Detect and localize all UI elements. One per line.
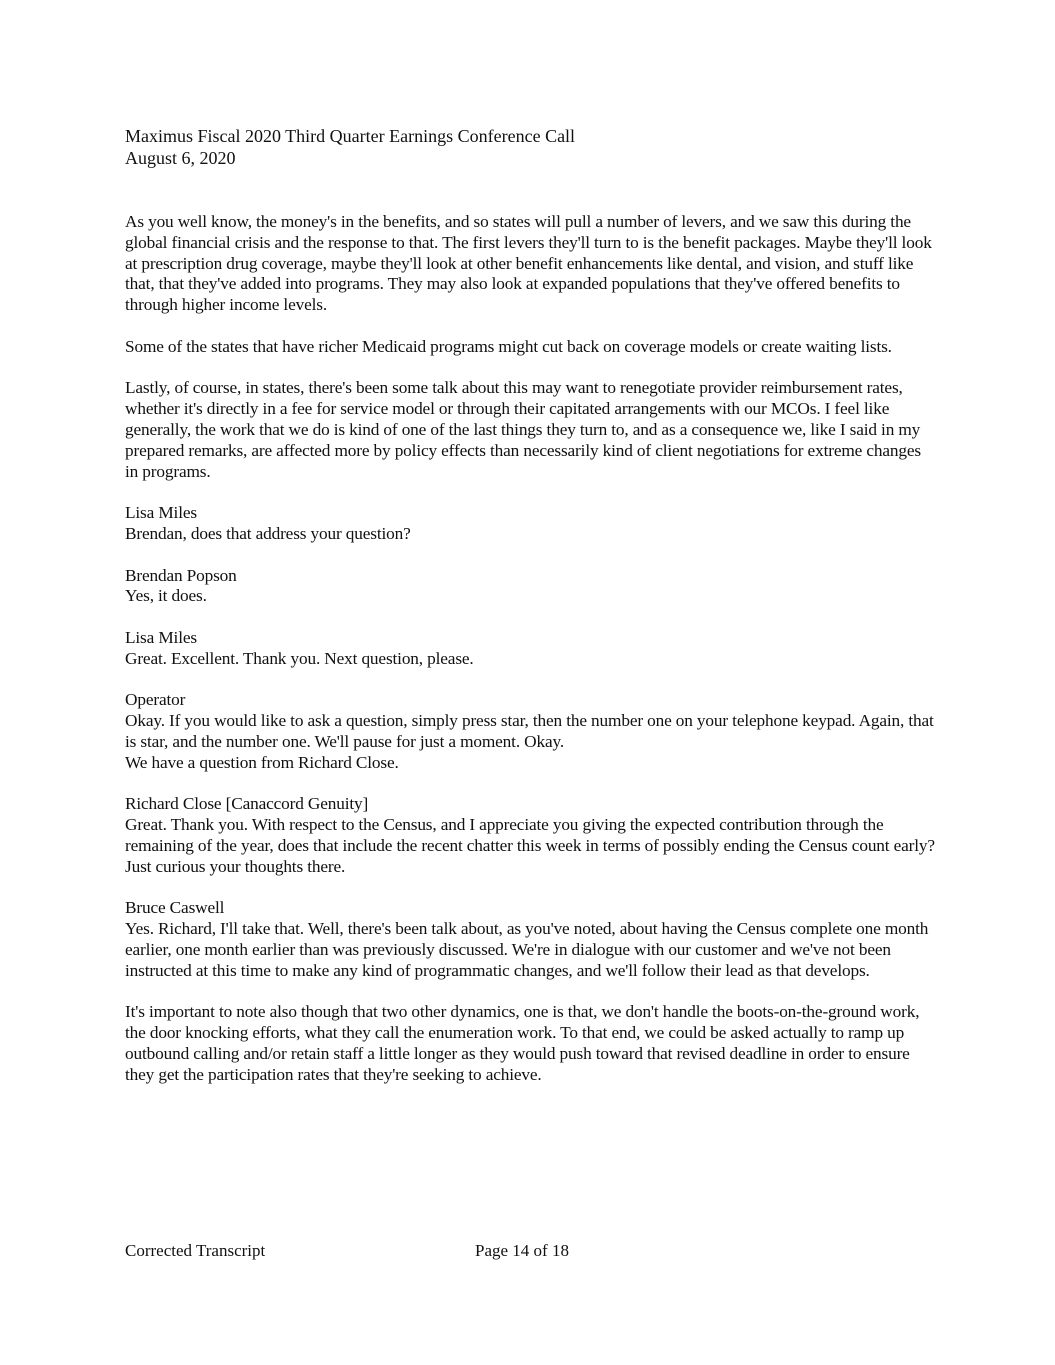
speaker-text: Great. Thank you. With respect to the Census, and I appreciate you giving the expected contribution through the remaining of the year, does that include the recent chatter this week in terms of possibly ending the Census count early? Just curious your thoughts there. bbox=[125, 815, 935, 876]
speaker-block bbox=[125, 898, 935, 981]
page-number: Page 14 of 18 bbox=[475, 1241, 569, 1260]
transcript-body bbox=[125, 212, 935, 1106]
speaker-name: Lisa Miles bbox=[125, 627, 197, 647]
document-title: Maximus Fiscal 2020 Third Quarter Earnings Conference Call bbox=[125, 126, 576, 146]
body-paragraph: It's important to note also though that two other dynamics, one is that, we don't handle the boots-on-the-ground work, the door knocking efforts, what they call the enumeration work. To that end, we could be asked actually to ramp up outbound calling and/or retain staff a little longer as they would push toward that revised deadline in order to ensure they get the participation rates that they're seeking to achieve. bbox=[125, 1002, 920, 1084]
speaker-name: Brendan Popson bbox=[125, 565, 237, 585]
speaker-text: Yes. Richard, I'll take that. Well, there's been talk about, as you've noted, about having the Census complete one month earlier, one month earlier than was previously discussed. We're in dialogue with our customer and we've not been instructed at this time to make any kind of programmatic changes, and we'll follow their lead as that develops. bbox=[125, 919, 929, 980]
speaker-name: Richard Close [Canaccord Genuity] bbox=[125, 794, 369, 814]
footer-label: Corrected Transcript bbox=[125, 1241, 266, 1260]
body-paragraph: Some of the states that have richer Medicaid programs might cut back on coverage models or create waiting lists. bbox=[125, 336, 892, 356]
speaker-block bbox=[125, 794, 935, 877]
speaker-name: Lisa Miles bbox=[125, 503, 197, 523]
speaker-text: Brendan, does that address your question? bbox=[125, 523, 411, 543]
speaker-block bbox=[125, 690, 935, 773]
speaker-text: Great. Excellent. Thank you. Next question, please. bbox=[125, 648, 474, 668]
speaker-block bbox=[125, 566, 935, 608]
speaker-name: Operator bbox=[125, 690, 186, 710]
speaker-text: Yes, it does. bbox=[125, 586, 207, 606]
speaker-text: Okay. If you would like to ask a question, simply press star, then the number one on your telephone keypad. Again, that is star, and the number one. We'll pause for just a moment. Okay. bbox=[125, 711, 934, 751]
speaker-block bbox=[125, 628, 935, 670]
body-paragraph: Lastly, of course, in states, there's been some talk about this may want to renegotiate provider reimbursement rates, whether it's directly in a fee for service model or through their capitated arrangements with our MCOs. I feel like generally, the work that we do is kind of one of the last things they turn to, and as a consequence we, like I said in my prepared remarks, are affected more by policy effects than necessarily kind of client negotiations for extreme changes in programs. bbox=[125, 378, 921, 481]
document-date: August 6, 2020 bbox=[125, 148, 236, 168]
speaker-block bbox=[125, 503, 935, 545]
speaker-name: Bruce Caswell bbox=[125, 898, 225, 918]
document-header bbox=[125, 125, 575, 169]
body-paragraph: As you well know, the money's in the benefits, and so states will pull a number of levers, and we saw this during the global financial crisis and the response to that. The first levers they'll turn to is the benefit packages. Maybe they'll look at prescription drug coverage, maybe they'll look at other benefit enhancements like dental, and vision, and stuff like that, that they've added into programs. They may also look at expanded populations that they've offered benefits to through higher income levels. bbox=[125, 212, 932, 315]
speaker-text: We have a question from Richard Close. bbox=[125, 752, 399, 772]
